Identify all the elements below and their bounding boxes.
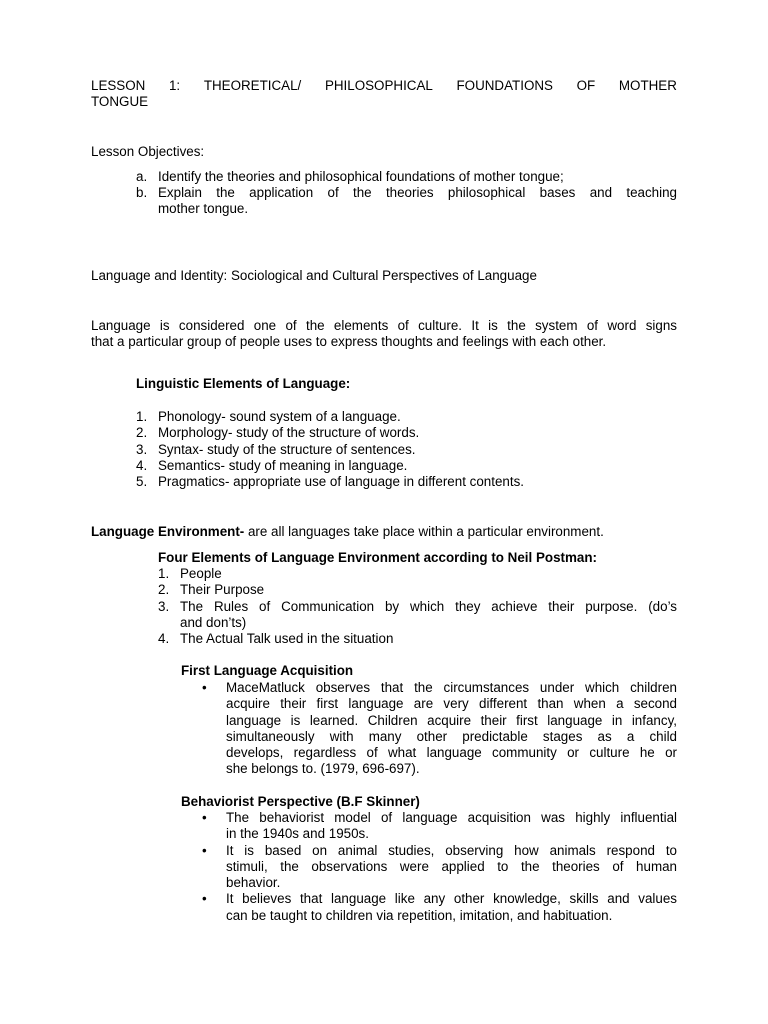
linguistic-item — [136, 442, 677, 458]
behaviorist-bullet — [181, 843, 677, 892]
objective-marker: a. — [136, 169, 148, 184]
linguistic-heading: Linguistic Elements of Language: — [136, 376, 351, 391]
linguistic-text: Pragmatics- appropriate use of language in different contents. — [158, 474, 524, 490]
four-elements-heading: Four Elements of Language Environment according to Neil Postman: — [158, 550, 597, 565]
intro-line: that a particular group of people uses to express thoughts and feelings with each other. — [91, 334, 607, 350]
objective-text-line: mother tongue. — [158, 201, 249, 217]
four-element-item — [158, 582, 677, 598]
linguistic-marker: 4. — [136, 457, 148, 473]
title-word: THEORETICAL/ — [203, 78, 302, 93]
bullet-line: It believes that language like any other knowledge, skills and values — [226, 891, 677, 907]
environment-definition — [91, 524, 604, 540]
four-element-marker: 3. — [158, 598, 170, 614]
behaviorist-bullet — [181, 810, 677, 843]
four-element-text: The Actual Talk used in the situation — [180, 631, 394, 647]
behaviorist-bullet — [181, 891, 677, 924]
section-heading: Language and Identity: Sociological and Cultural Perspectives of Language — [91, 268, 537, 283]
bullet-line: simultaneously with many other predictable stages as a child — [226, 728, 677, 744]
four-element-text: Their Purpose — [180, 582, 265, 598]
linguistic-item — [136, 474, 677, 490]
bullet-line: acquire their first language are very different than when a second — [226, 696, 677, 712]
bullet-line: she belongs to. (1979, 696-697). — [226, 761, 420, 777]
bullet-icon: • — [202, 810, 207, 825]
linguistic-marker: 5. — [136, 474, 148, 490]
linguistic-text: Morphology- study of the structure of words. — [158, 425, 420, 441]
lesson-title-line-2: TONGUE — [91, 94, 149, 110]
linguistic-marker: 1. — [136, 409, 148, 424]
linguistic-text: Phonology- sound system of a language. — [158, 409, 401, 424]
bullet-line: language is learned. Children acquire their first language in infancy, — [226, 712, 677, 728]
intro-line: Language is considered one of the elements of culture. It is the system of word signs — [91, 318, 677, 333]
title-word: OF — [576, 78, 596, 93]
linguistic-marker: 2. — [136, 425, 148, 441]
first-acquisition-bullet — [181, 680, 677, 778]
first-acquisition-heading: First Language Acquisition — [181, 663, 354, 678]
lesson-title — [91, 78, 677, 111]
bullet-icon: • — [202, 680, 207, 695]
bullet-icon: • — [202, 891, 207, 907]
bullet-icon: • — [202, 842, 207, 858]
bullet-text — [226, 810, 677, 843]
environment-rest: are all languages take place within a particular environment. — [244, 524, 604, 539]
linguistic-item — [136, 458, 677, 474]
title-word: LESSON — [91, 78, 146, 93]
title-word: PHILOSOPHICAL — [324, 78, 433, 93]
objectives-heading: Lesson Objectives: — [91, 144, 205, 159]
bullet-line: MaceMatluck observes that the circumstances under which children — [226, 680, 677, 695]
bullet-text — [226, 680, 677, 778]
lesson-title-line-1 — [91, 78, 677, 94]
four-element-text-line: The Rules of Communication by which they achieve their purpose. (do’s — [180, 598, 677, 614]
bullet-line: It is based on animal studies, observing how animals respond to — [226, 842, 677, 858]
linguistic-text: Semantics- study of meaning in language. — [158, 457, 408, 473]
bullet-line: behavior. — [226, 875, 281, 891]
four-element-text: People — [180, 566, 222, 581]
four-element-marker: 4. — [158, 631, 170, 647]
bullet-text — [226, 891, 677, 924]
bullet-text — [226, 843, 677, 892]
four-element-text-line: and don’ts) — [180, 614, 247, 630]
objective-text-line: Explain the application of the theories philosophical bases and teaching — [158, 185, 677, 200]
title-word: FOUNDATIONS — [456, 78, 553, 93]
four-element-item — [158, 566, 677, 582]
objective-marker: b. — [136, 185, 148, 200]
behaviorist-bullets — [181, 810, 677, 924]
linguistic-item — [136, 409, 677, 425]
bullet-line: develops, regardless of what language community or culture he or — [226, 745, 677, 761]
title-word: MOTHER — [618, 78, 677, 93]
bullet-line: The behaviorist model of language acquisition was highly influential — [226, 810, 677, 825]
objective-item — [136, 169, 677, 185]
environment-term: Language Environment- — [91, 524, 245, 539]
linguistic-item — [136, 425, 677, 441]
linguistic-list — [136, 409, 677, 490]
four-element-item — [158, 631, 677, 647]
bullet-line: stimuli, the observations were applied to the theories of human — [226, 858, 677, 874]
title-word: 1: — [168, 78, 181, 93]
bullet-line: can be taught to children via repetition, imitation, and habituation. — [226, 907, 613, 923]
four-element-marker: 1. — [158, 566, 170, 581]
objective-item — [136, 185, 677, 218]
linguistic-marker: 3. — [136, 441, 148, 457]
objective-text: Identify the theories and philosophical foundations of mother tongue; — [158, 169, 564, 184]
behaviorist-heading: Behaviorist Perspective (B.F Skinner) — [181, 794, 420, 809]
four-element-marker: 2. — [158, 582, 170, 598]
four-elements-list — [158, 566, 677, 647]
bullet-line: in the 1940s and 1950s. — [226, 826, 369, 842]
intro-paragraph — [91, 318, 677, 351]
four-element-item — [158, 599, 677, 632]
linguistic-text: Syntax- study of the structure of sentences. — [158, 441, 416, 457]
